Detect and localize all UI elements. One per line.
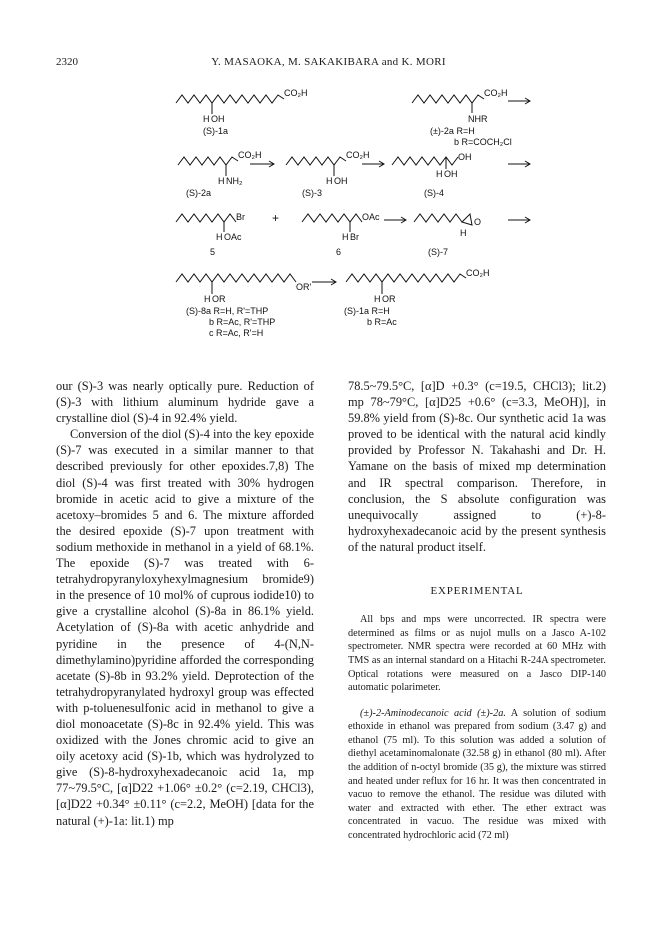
running-header: Y. MASAOKA, M. SAKAKIBARA and K. MORI [211, 56, 446, 68]
label-compound-2b: b R=COCH₂Cl [454, 137, 512, 147]
label-cooh-2a: CO₂H [484, 88, 508, 98]
chain-2a [412, 95, 484, 103]
label-compound-6: 6 [336, 247, 342, 257]
procedure-body: A solution of sodium ethoxide in ethanol was prepared from sodium (3.47 g) and ethanol (75 ml). To this solution was added a solution of diethyl acetaminomalonate (32.58 g) in ethanol (80 ml). After the addition of n-octyl bromide (35 g), the mixture was stirred and heated under reflux for 16 hr. It was then concentrated in vacuo to remove the ethanol. The residue was diluted with water and extracted with ether. The ether extract was concentrated in vacuo. The residue was mixed with concentrated hydrochloric acid (72 ml) [348, 707, 606, 842]
experimental-heading: EXPERIMENTAL [430, 585, 524, 598]
label-or-s8: OR [212, 294, 226, 304]
label-br-5: Br [236, 212, 245, 222]
label-oac-5: OAc [224, 232, 242, 242]
experimental-general: All bps and mps were uncorrected. IR spectra were determined as films or as nujol mulls on a Jasco A-102 spectrometer. NMR spectra were recorded at 60 MHz with TMS as an internal standard on a Hitachi R-24A spectrometer. Optical rotations were measured on a Jasco DIP-140 automatic polarimeter. [348, 614, 606, 694]
label-oac-6: OAc [362, 212, 380, 222]
label-or-prime-s8: OR' [296, 282, 312, 292]
label-h-s8: H [204, 294, 211, 304]
label-br-6: Br [350, 232, 359, 242]
label-nhr-2a: NHR [468, 114, 488, 124]
left-paragraph-1: our (S)-3 was nearly optically pure. Reduction of (S)-3 with lithium aluminum hydride gave a crystalline diol (S)-4 in 92.4% yield. [56, 379, 314, 426]
label-oh-s4-top: OH [458, 152, 472, 162]
label-cooh-s1: CO₂H [466, 268, 490, 278]
label-o-s7: O [474, 217, 482, 227]
label-plus: + [272, 211, 280, 225]
label-or-s1: OR [382, 294, 396, 304]
label-compound-s8b: b R=Ac, R'=THP [209, 317, 276, 327]
chain-s4 [392, 157, 458, 165]
label-h-s3: H [326, 176, 333, 186]
chain-s3 [286, 157, 346, 165]
reaction-scheme [0, 70, 657, 370]
chain-s1a [176, 95, 284, 103]
left-paragraph-2: Conversion of the diol (S)-4 into the key epoxide (S)-7 was executed in a similar manner to that described previously for other epoxides.7,8) The diol (S)-4 was first treated with 30% hydrogen bromide in acetic acid to give a mixture of the acetoxy–bromides 5 and 6. The mixture afforded the desired epoxide (S)-7 upon treatment with sodium methoxide in methanol in a yield of 68.1%. The epoxide (S)-7 was treated with 6-tetrahydropyranyloxyhexylmagnesium bromide9) in the presence of 10 mol% of cuprous iodide10) to give a crystalline alcohol (S)-8a in 86.1% yield. Acetylation of (S)-8a with acetic anhydride and pyridine in the presence of 4-(N,N-dimethylamino)pyridine afforded the corresponding acetate (S)-8b in 93.2% yield. Deprotection of the tetrahydropyranylated hydroxyl group was effected with p-toluenesulfonic acid in methanol to give a diol monoacetate (S)-8c in 92.4% yield. This was oxidized with the Jones chromic acid to give an oily acetoxy acid (S)-1b, which was hydrolyzed to give (S)-8-hydroxyhexadecanoic acid 1a, mp 77~79.5°C, [α]D22 +1.06° ±0.2° (c=2.19, CHCl3), [α]D22 +0.34° ±0.11° (c=2.2, MeOH) [data for the natural (+)-1a: lit.1) mp [56, 427, 314, 828]
label-compound-s1a: (S)-1a [203, 126, 229, 136]
label-h-s1: H [374, 294, 381, 304]
label-h-6: H [342, 232, 349, 242]
label-nh2-s2a: NH₂ [226, 176, 243, 186]
left-column [56, 378, 314, 829]
label-h-s2a: H [218, 176, 225, 186]
chain-s7 [414, 214, 462, 222]
chain-s1 [346, 274, 466, 282]
label-compound-s1a-r: (S)-1a R=H [344, 306, 390, 316]
label-compound-s2a: (S)-2a [186, 188, 212, 198]
label-compound-5: 5 [210, 247, 216, 257]
page-number: 2320 [56, 56, 78, 68]
label-h-s7: H [460, 228, 467, 238]
label-compound-s3: (S)-3 [302, 188, 322, 198]
label-oh-s1a: OH [211, 114, 225, 124]
label-h-5: H [216, 232, 223, 242]
label-cooh-s1a: CO₂H [284, 88, 308, 98]
chain-s2a [178, 157, 238, 165]
chain-6 [302, 214, 362, 222]
label-cooh-s2a: CO₂H [238, 150, 262, 160]
label-oh-s3: OH [334, 176, 348, 186]
experimental-procedure [348, 707, 606, 843]
label-compound-s7: (S)-7 [428, 247, 448, 257]
label-compound-s4: (S)-4 [424, 188, 444, 198]
label-oh-s4: OH [444, 169, 458, 179]
label-compound-s8c: c R=Ac, R'=H [209, 328, 264, 338]
label-compound-s8a: (S)-8a R=H, R'=THP [186, 306, 269, 316]
right-column [348, 378, 606, 843]
label-h-s1a: H [203, 114, 210, 124]
label-compound-s1b: b R=Ac [367, 317, 397, 327]
chain-s8 [176, 274, 296, 282]
procedure-title: (±)-2-Aminodecanoic acid (±)-2a. [360, 707, 506, 719]
right-paragraph-1: 78.5~79.5°C, [α]D +0.3° (c=19.5, CHCl3); lit.2) mp 78~79°C, [α]D25 +0.6° (c=3.3, MeOH)], in 59.8% yield from (S)-8c. Our synthetic acid 1a was proved to be identical with the natural acid kindly provided by Professor N. Takahashi and Dr. H. Yamane on the basis of mixed mp determination and IR spectral comparison. Therefore, in conclusion, the S absolute configuration was unequivocally assigned to (+)-8-hydroxyhexadecanoic acid by the present synthesis of the natural product itself. [348, 379, 606, 554]
chain-5 [176, 214, 236, 222]
label-compound-2a: (±)-2a R=H [430, 126, 475, 136]
label-cooh-s3: CO₂H [346, 150, 370, 160]
label-h-s4: H [436, 169, 443, 179]
epoxide-ring-s7 [462, 214, 472, 225]
